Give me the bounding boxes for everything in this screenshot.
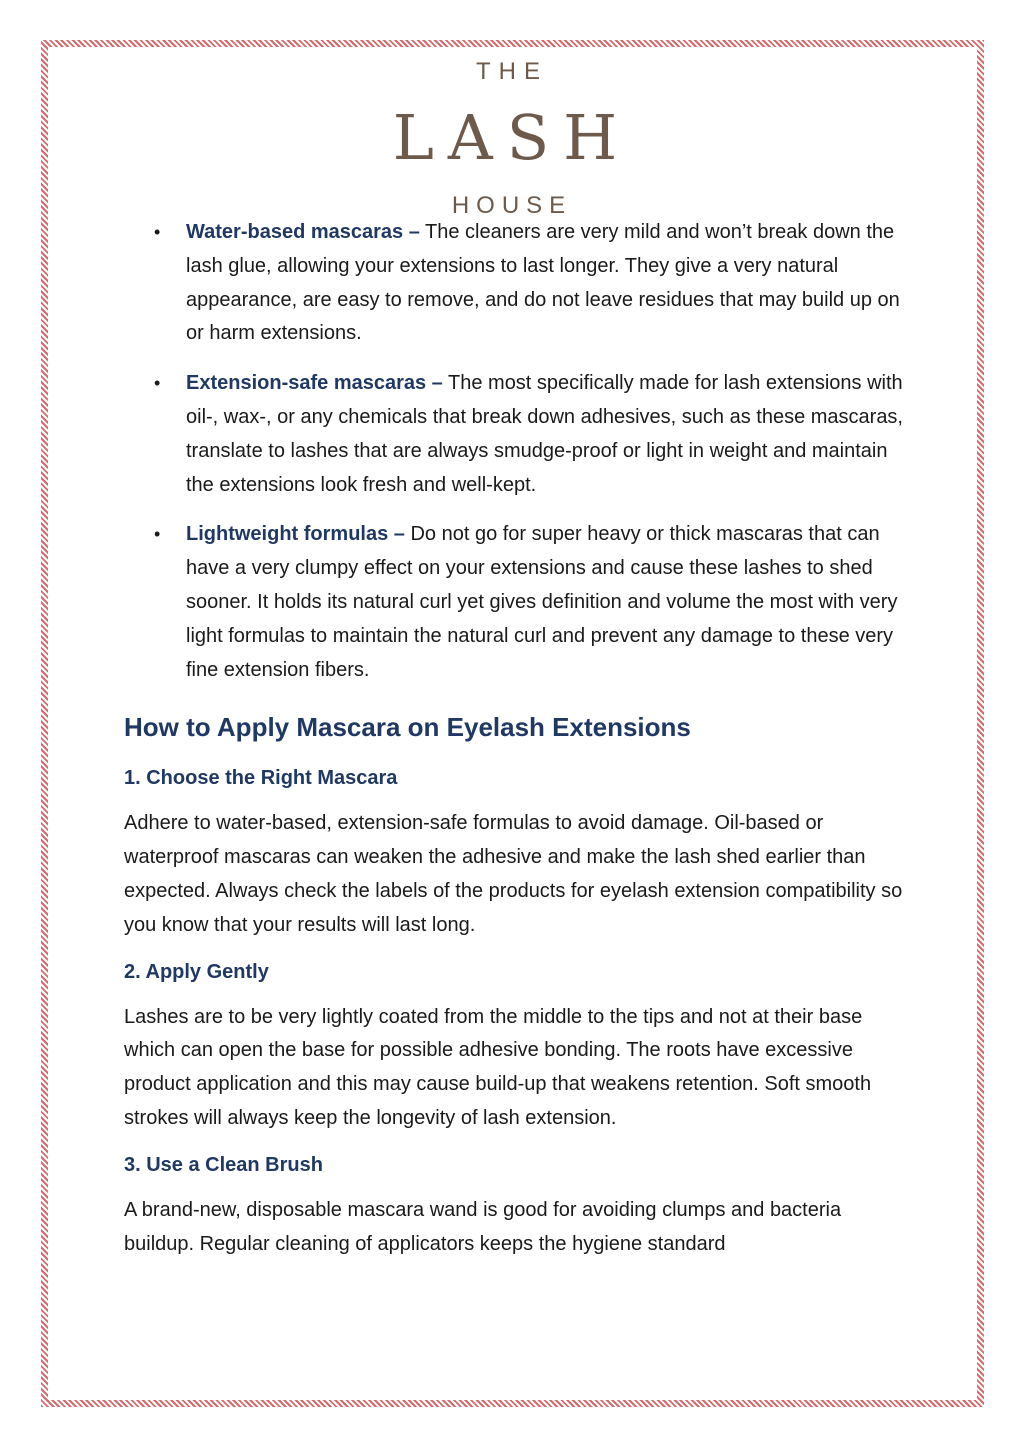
bullet-text: [186, 367, 914, 502]
bullet-description: Do not go for super heavy or thick mascaras that can have a very clumpy effect on your extensions and cause these lashes to shed sooner. It holds its natural curl yet gives definition and volume the most with very light formulas to maintain the natural curl and prevent any damage to these very fine extension fibers.: [186, 523, 898, 681]
bullet-term: Water-based mascaras –: [186, 221, 420, 243]
paragraph-clean-brush: A brand-new, disposable mascara wand is good for avoiding clumps and bacteria buildup. Regular cleaning of applicators keeps the hygiene standard: [124, 1198, 842, 1255]
bullet-term: Extension-safe mascaras –: [186, 372, 443, 395]
bullet-text: [186, 216, 914, 351]
bullet-description: The cleaners are very mild and won’t break down the lash glue, allowing your extensions to last longer. They give a very natural appearance, are easy to remove, and do not leave residues that may build up on or harm extensions.: [186, 221, 900, 345]
bullet-icon: •: [154, 373, 161, 394]
logo-lash: LASH: [392, 101, 632, 174]
subheading-apply-gently: 2. Apply Gently: [124, 960, 269, 983]
list-item: [124, 367, 914, 502]
mascara-types-list: [124, 216, 914, 687]
logo-house: HOUSE: [451, 192, 573, 219]
bullet-text: [186, 518, 914, 687]
logo-the: THE: [476, 58, 548, 85]
document-body: [124, 216, 914, 1275]
list-item: [124, 518, 914, 687]
bullet-icon: •: [154, 222, 161, 242]
section-heading: How to Apply Mascara on Eyelash Extensions: [124, 712, 691, 743]
list-item: [124, 216, 914, 351]
paragraph-choose-mascara: Adhere to water-based, extension-safe formulas to avoid damage. Oil-based or waterproof mascaras can weaken the adhesive and make the lash shed earlier than expected. Always check the labels of the products for eyelash extension compatibility so you know that your results will last long.: [124, 812, 903, 936]
bullet-icon: •: [154, 524, 161, 545]
paragraph-apply-gently: Lashes are to be very lightly coated from the middle to the tips and not at their base which can open the base for possible adhesive bonding. The roots have excessive product application and this may cause build-up that weakens retention. Soft smooth strokes will always keep the longevity of lash extension.: [124, 1005, 872, 1129]
bullet-term: Lightweight formulas –: [186, 523, 405, 546]
subheading-clean-brush: 3. Use a Clean Brush: [124, 1153, 323, 1176]
bullet-description: The most specifically made for lash extensions with oil-, wax-, or any chemicals that break down adhesives, such as these mascaras, translate to lashes that are always smudge-proof or light in weight and maintain the extensions look fresh and well-kept.: [186, 372, 903, 496]
subheading-choose-mascara: 1. Choose the Right Mascara: [124, 767, 398, 790]
